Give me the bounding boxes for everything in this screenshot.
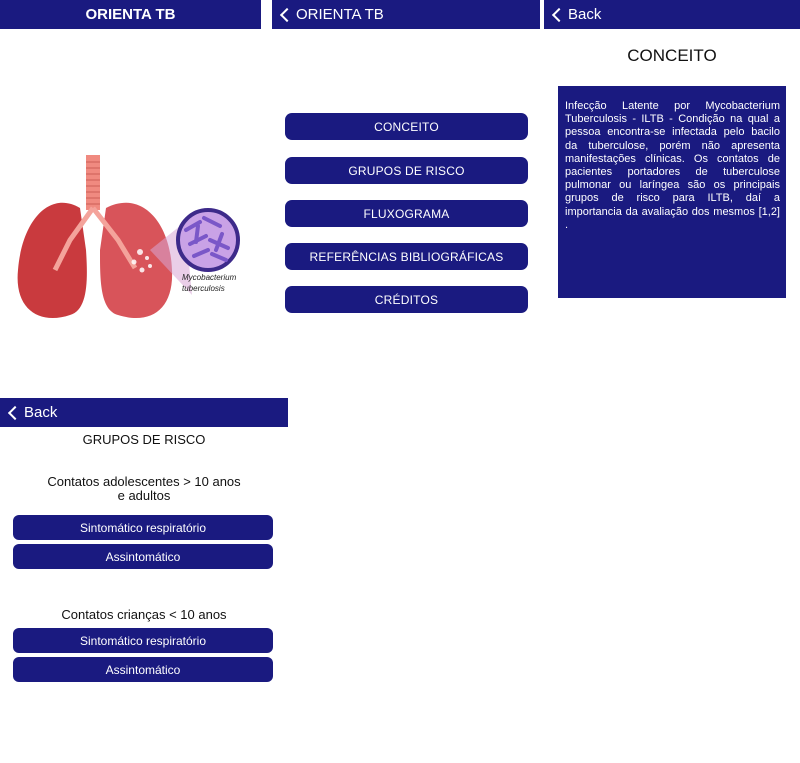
left-lung (18, 203, 87, 318)
group-title-adults-line2: e adultos (117, 488, 171, 503)
menu-button-creditos[interactable]: CRÉDITOS (285, 286, 528, 313)
page-title: GRUPOS DE RISCO (82, 432, 206, 447)
app-bar (544, 0, 800, 29)
concept-text: Infecção Latente por Mycobacterium Tuberculosis - ILTB - Condição na qual a pessoa encontra-se infectada pelo bacilo da tuberculose, porém não apresenta manifestações clínicas. Os contatos de pacientes portadores de tuberculose pulmonar ou laríngea são os principais grupos de risco para ILTB, daí a importancia da avaliação dos mesmos [1,2] . (565, 100, 780, 231)
concept-text-box (558, 86, 786, 298)
menu-button-fluxograma[interactable]: FLUXOGRAMA (285, 200, 528, 227)
adults-asymptomatic-button[interactable]: Assintomático (13, 544, 273, 569)
children-symptomatic-button[interactable]: Sintomático respiratório (13, 628, 273, 653)
trachea (86, 155, 100, 210)
app-title: ORIENTA TB (296, 6, 384, 23)
adults-symptomatic-button[interactable]: Sintomático respiratório (13, 515, 273, 540)
chevron-left-icon[interactable] (552, 7, 566, 21)
screen-conceito (544, 0, 800, 345)
group-title-adults-line1: Contatos adolescentes > 10 anos (47, 474, 241, 489)
group-title-children: Contatos crianças < 10 anos (61, 607, 227, 622)
children-asymptomatic-button[interactable]: Assintomático (13, 657, 273, 682)
screen-menu (272, 0, 540, 345)
chevron-left-icon[interactable] (8, 405, 22, 419)
app-bar (0, 398, 288, 427)
chevron-left-icon[interactable] (280, 7, 294, 21)
back-button[interactable]: Back (568, 6, 602, 23)
screen-grupos-de-risco (0, 398, 288, 698)
app-bar (272, 0, 540, 29)
menu-button-grupos-de-risco[interactable]: GRUPOS DE RISCO (285, 157, 528, 184)
back-button[interactable]: Back (24, 404, 58, 421)
illustration-label-line2: tuberculosis (182, 284, 225, 293)
lungs-illustration (0, 130, 261, 345)
illustration-label-line1: Mycobacterium (182, 273, 237, 282)
menu-button-conceito[interactable]: CONCEITO (285, 113, 528, 140)
app-bar (0, 0, 261, 29)
app-title: ORIENTA TB (85, 6, 176, 23)
menu-button-referencias[interactable]: REFERÊNCIAS BIBLIOGRÁFICAS (285, 243, 528, 270)
page-title: CONCEITO (627, 46, 717, 65)
screen-splash (0, 0, 261, 345)
